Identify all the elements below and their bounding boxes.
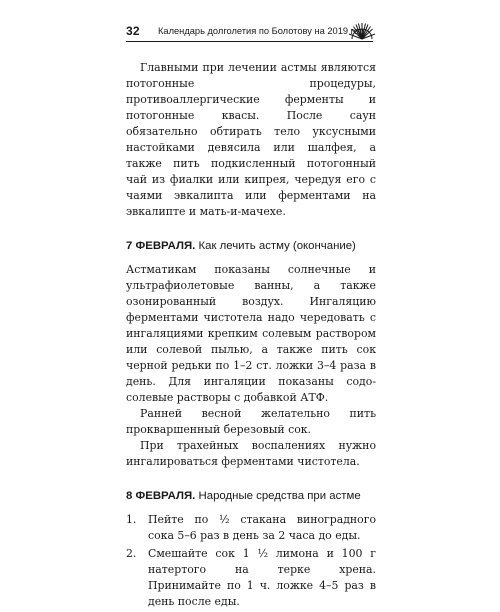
sunburst-ornament-icon	[348, 20, 376, 40]
feb7-paragraph-2: Ранней весной желательно пить прокваршенный березовый сок.	[126, 407, 376, 436]
section-heading-feb8	[126, 488, 376, 504]
list-item	[126, 512, 376, 544]
list-item-text: Пейте по ½ стакана виноградного сока 5–6 раз в день за 2 часа до еды.	[148, 513, 376, 542]
header-rule	[126, 41, 373, 42]
list-item-text: Смешайте сок 1 ½ лимона и 100 г натертого на терке хрена. Принимайте по 1 ч. ложке 4–5 раз в день после еды.	[148, 547, 376, 608]
list-item	[126, 546, 376, 610]
feb7-paragraph-3: При трахейных воспалениях нужно ингалироваться ферментами чистотела.	[126, 439, 376, 468]
remedies-list	[126, 512, 376, 610]
list-item-number: 2.	[126, 547, 137, 560]
running-title: Календарь долголетия по Болотову на 2019 год	[158, 26, 365, 36]
page-number: 32	[126, 24, 140, 38]
section-title: Как лечить астму (окончание)	[198, 240, 356, 252]
section-heading-feb7	[126, 238, 376, 254]
running-header	[126, 22, 373, 42]
section-date: 7 ФЕВРАЛЯ.	[126, 240, 196, 252]
list-item-number: 1.	[126, 513, 137, 526]
section-title: Народные средства при астме	[198, 490, 361, 502]
intro-paragraph: Главными при лечении астмы являются потогонные процедуры, противоаллергические ферменты и потогонные квасы. После саун обязательно обтирать тело уксусными настойками девясила или шалфея, а также пить подкисленный потогонный чай из фиалки или кипрея, чередуя его с чаями эвкалипта или ферментами на эвкалипте и мать-и-мачехе.	[126, 61, 376, 218]
feb7-paragraph-1: Астматикам показаны солнечные и ультрафиолетовые ванны, а также озонированный воздух. Ингаляцию ферментами чистотела надо чередовать с ингаляциями крепким солевым раствором или солевой пылью, а также пить сок черной редьки по 1–2 ст. ложки 3–4 раза в день. Для ингаляции показаны содо-солевые растворы с добавкой АТФ.	[126, 263, 376, 404]
page-content	[126, 60, 376, 612]
section-date: 8 ФЕВРАЛЯ.	[126, 490, 196, 502]
